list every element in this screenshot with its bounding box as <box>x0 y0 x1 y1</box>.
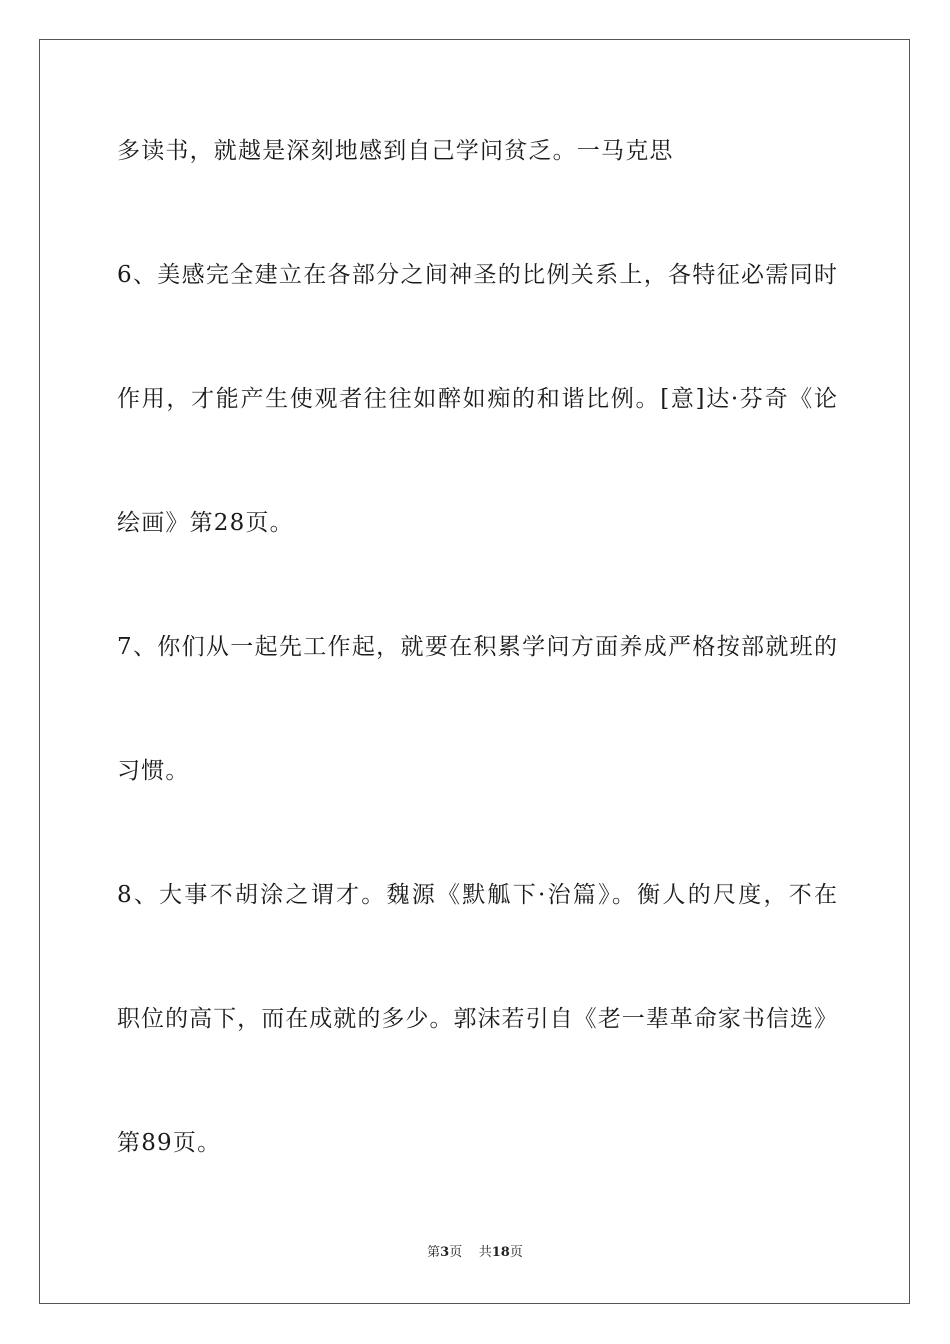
text-line-2: 6、美感完全建立在各部分之间神圣的比例关系上，各特征必需同时 <box>117 262 837 288</box>
text-line-7: 8、大事不胡涂之谓才。魏源《默觚下·治篇》。衡人的尺度，不在 <box>117 882 837 908</box>
text-line-8: 职位的高下，而在成就的多少。郭沫若引自《老一辈革命家书信选》 <box>117 1006 837 1032</box>
total-prefix: 共 <box>478 1245 492 1260</box>
page-footer <box>0 1244 950 1262</box>
text-line-6: 习惯。 <box>117 758 190 784</box>
text-line-5: 7、你们从一起先工作起，就要在积累学问方面养成严格按部就班的 <box>117 634 837 660</box>
text-line-3: 作用，才能产生使观者往往如醉如痴的和谐比例。[意]达·芬奇《论 <box>117 386 837 412</box>
page-total: 18 <box>491 1245 510 1260</box>
total-suffix: 页 <box>509 1245 523 1260</box>
page-prefix: 第 <box>427 1245 441 1260</box>
page-suffix: 页 <box>449 1245 463 1260</box>
text-line-4: 绘画》第28页。 <box>117 510 294 536</box>
text-line-9: 第89页。 <box>117 1130 222 1156</box>
page-border <box>39 39 910 1304</box>
text-line-1: 多读书，就越是深刻地感到自己学问贫乏。一马克思 <box>117 138 674 164</box>
page-current: 3 <box>440 1245 450 1260</box>
